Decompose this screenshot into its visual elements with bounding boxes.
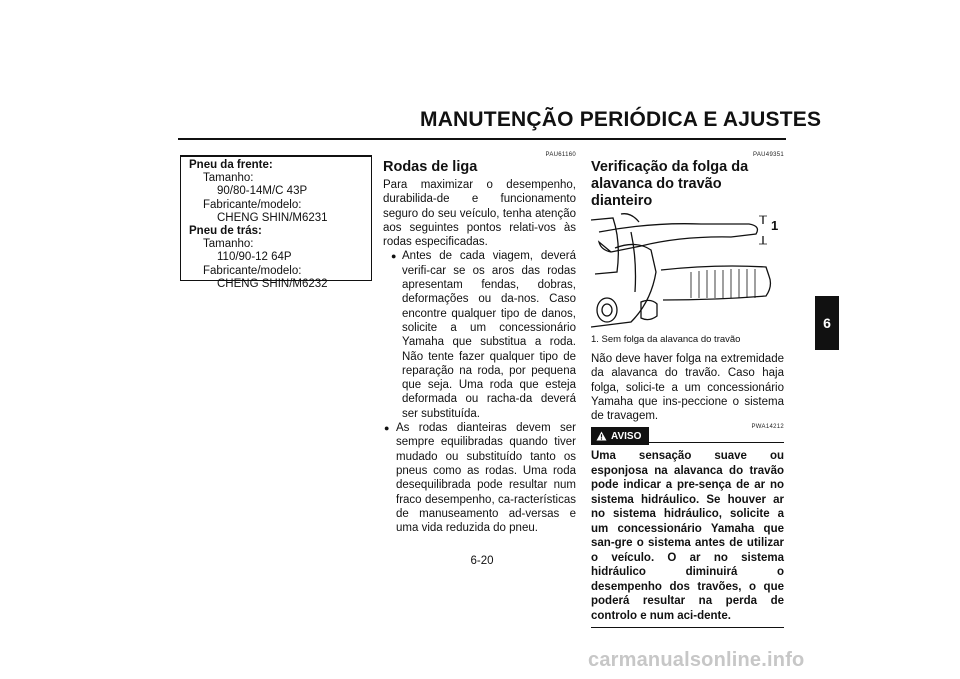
page-number: 6-20 [470,555,494,567]
brake-body-text: Não deve haver folga na extremidade da alavanca do travão. Caso haja folga, solici-te a um concessionário Yamaha que ins-peccione o sistema de travagem. [591,353,784,423]
front-size-value: 90/80-14M/C 43P [217,185,308,198]
warning-badge [591,427,649,445]
rear-tire-label: Pneu de trás: [189,225,262,238]
brake-lever-illustration [591,212,784,334]
warning-triangle-icon [596,431,607,441]
header-divider [178,138,786,140]
wheels-section [383,152,576,535]
rear-size-label: Tamanho: [203,238,254,251]
rear-maker-label: Fabricante/modelo: [203,264,302,277]
warning-header [591,423,784,445]
section-code: PAU61160 [545,152,576,158]
warning-code: PWA14212 [751,423,784,430]
rear-size-value: 110/90-12 64P [217,251,292,264]
warning-end-rule [591,627,784,628]
bullet-list [383,421,576,535]
front-maker-value: CHENG SHIN/M6231 [217,211,328,224]
brake-lever-drawing [591,212,784,334]
warning-line [649,442,784,443]
front-maker-label: Fabricante/modelo: [203,198,302,211]
brake-section [591,152,784,628]
warning-rule [649,423,784,443]
page-title: MANUTENÇÃO PERIÓDICA E AJUSTES [420,108,822,131]
tire-spec-box [180,155,372,290]
front-size-label: Tamanho: [203,172,254,185]
warning-label: AVISO [611,430,642,442]
watermark[interactable]: carmanualsonline.info [588,649,805,671]
warning-text: Uma sensação suave ou esponjosa na alavanca do travão pode indicar a pre-sença de ar no sistema hidráulico. Se houver ar no sistema hidráulico, solicite a um concessionário Yamaha que san-gre o sistema antes de utilizar o veículo. O ar no sistema hidráulico diminuirá o desempenho dos travões, o que poderá resultar na perda de controlo e num aci-dente. [591,450,784,622]
section-heading: Verificação da folga da alavanca do travão dianteiro [591,159,749,209]
list-item: ● As rodas dianteiras devem ser sempre equilibradas quando tiver mudado ou substituído tanto os pneus como as rodas. Uma roda desequilibrada pode resultar num fraco desempenho, ca-racterísticas de manuseamento ad-versas e uma vida reduzida do pneu. [383,421,576,535]
section-heading: Rodas de liga [383,159,478,175]
section-intro: Para maximizar o desempenho, durabilida-de e funcionamento seguro do seu veículo, tenha atenção aos seguintes pontos relati-vos às rodas especificadas. [383,179,576,249]
callout-number: 1 [771,218,779,233]
bullet-list [383,249,576,421]
front-tire-label: Pneu da frente: [189,159,273,171]
chapter-tab[interactable]: 6 [815,296,839,350]
list-item: ● Antes de cada viagem, deverá verifi-car se os aros das rodas apresentam fendas, dobras, deformações ou da-nos. Caso encontre qualquer tipo de danos, solicite a um concessionário Yamaha que substitua a roda. Não tente fazer qualquer tipo de reparação na roda, por pequena que seja. Uma roda que esteja deformada ou racha-da deverá ser substituída. [383,249,576,421]
rear-maker-value: CHENG SHIN/M6232 [217,277,328,290]
section-code: PAU49351 [753,152,784,158]
figure-caption: 1. Sem folga da alavanca do travão [591,334,741,345]
